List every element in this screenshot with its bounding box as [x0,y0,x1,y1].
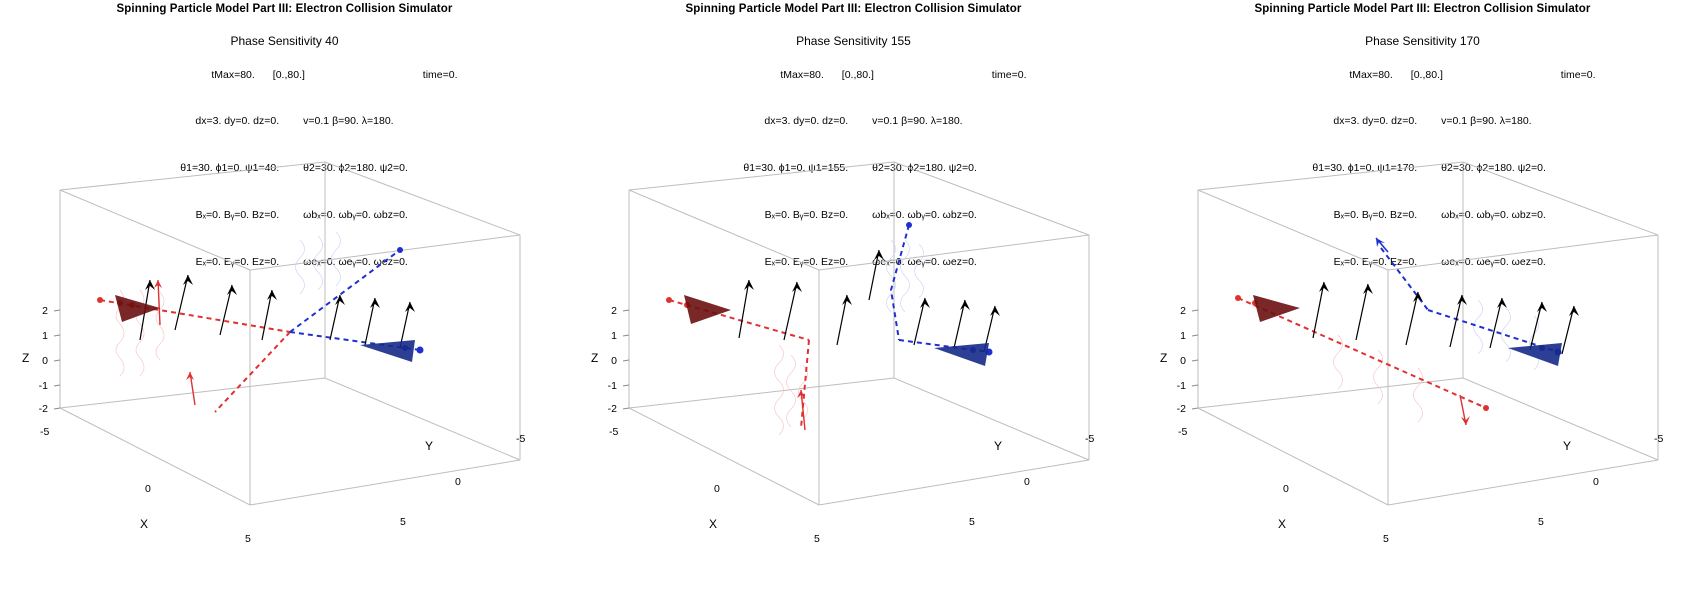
x-axis-label: X [709,517,718,531]
x-axis-label: X [1278,517,1287,531]
x-tick: -5 [609,426,619,438]
param-v: v=0.1 β=90. λ=180. [303,115,394,128]
x-tick: 5 [1383,533,1389,545]
y-axis-label: Y [425,439,434,453]
param-d: dx=3. dy=0. dz=0. [764,115,849,128]
phase-sensitivity-label: Phase Sensitivity 155 [796,34,911,48]
param-tmax: tMax=80. [211,68,255,81]
param-row-displacement [1138,99,1707,146]
z-tick: 2 [1180,305,1186,317]
z-tick: 2 [42,305,48,317]
param-time: time=0. [991,68,1027,81]
param-tmax: tMax=80. [1349,68,1393,81]
param-wb: ωbₓ=0. ωbᵧ=0. ωbᴢ=0. [1441,208,1546,221]
z-tick: -2 [1176,403,1186,415]
param-angles-1: θ1=30. ϕ1=0. ψ1=40. [180,162,280,175]
param-e: Eₓ=0. Eᵧ=0. Eᴢ=0. [195,255,280,268]
page-title: Spinning Particle Model Part III: Electron Collision Simulator [116,3,453,15]
y-tick: 5 [1538,516,1544,528]
z-tick: 1 [1180,330,1186,342]
x-tick: 5 [814,533,820,545]
y-tick: 0 [1024,476,1030,488]
param-we: ωeₓ=0. ωeᵧ=0. ωeᴢ=0. [872,255,977,268]
y-tick: 5 [400,516,406,528]
param-e: Eₓ=0. Eᵧ=0. Eᴢ=0. [764,255,849,268]
param-v: v=0.1 β=90. λ=180. [872,115,963,128]
param-range: [0.,80.] [272,68,305,81]
param-wb: ωbₓ=0. ωbᵧ=0. ωbᴢ=0. [303,208,408,221]
param-v: v=0.1 β=90. λ=180. [1441,115,1532,128]
plot-3d-phase-170 [1138,140,1707,602]
page-title: Spinning Particle Model Part III: Electron Collision Simulator [685,3,1022,15]
param-wb: ωbₓ=0. ωbᵧ=0. ωbᴢ=0. [872,208,977,221]
param-we: ωeₓ=0. ωeᵧ=0. ωeᴢ=0. [1441,255,1546,268]
y-tick: 0 [1593,476,1599,488]
z-axis-label: Z [1160,351,1168,365]
z-tick: -1 [1176,380,1186,392]
param-d: dx=3. dy=0. dz=0. [1333,115,1418,128]
param-angles-2: θ2=30. ϕ2=180. ψ2=0. [1441,162,1546,175]
z-tick: -1 [607,380,617,392]
x-tick: 0 [714,483,720,495]
y-axis-label: Y [994,439,1003,453]
param-b: Bₓ=0. Bᵧ=0. Bᴢ=0. [195,208,280,221]
y-tick: -5 [516,433,526,445]
param-range: [0.,80.] [841,68,874,81]
z-tick: 1 [42,330,48,342]
z-axis-label: Z [22,351,30,365]
param-angles-2: θ2=30. ϕ2=180. ψ2=0. [303,162,408,175]
param-row-displacement [569,99,1138,146]
param-b: Bₓ=0. Bᵧ=0. Bᴢ=0. [764,208,849,221]
x-tick: -5 [40,426,50,438]
z-tick: -2 [607,403,617,415]
y-tick: -5 [1085,433,1095,445]
y-tick: 0 [455,476,461,488]
param-time: time=0. [422,68,458,81]
panel-phase-170 [1138,0,1707,602]
plot-3d-phase-155 [569,140,1138,602]
param-row-displacement [0,99,569,146]
param-row-time [1138,52,1707,99]
phase-sensitivity-label: Phase Sensitivity 170 [1365,34,1480,48]
panel-phase-40 [0,0,569,602]
z-tick: 0 [42,355,48,367]
y-tick: 5 [969,516,975,528]
param-b: Bₓ=0. Bᵧ=0. Bᴢ=0. [1333,208,1418,221]
param-tmax: tMax=80. [780,68,824,81]
param-angles-1: θ1=30. ϕ1=0. ψ1=155. [743,162,849,175]
page-title: Spinning Particle Model Part III: Electron Collision Simulator [1254,3,1591,15]
param-range: [0.,80.] [1410,68,1443,81]
param-row-time [569,52,1138,99]
phase-sensitivity-label: Phase Sensitivity 40 [230,34,339,48]
x-tick: 0 [1283,483,1289,495]
z-axis-label: Z [591,351,599,365]
param-angles-2: θ2=30. ϕ2=180. ψ2=0. [872,162,977,175]
y-axis-label: Y [1563,439,1572,453]
param-angles-1: θ1=30. ϕ1=0. ψ1=170. [1312,162,1418,175]
x-axis-label: X [140,517,149,531]
x-tick: -5 [1178,426,1188,438]
x-tick: 0 [145,483,151,495]
z-tick: 0 [611,355,617,367]
param-row-time [0,52,569,99]
plot-3d-phase-40 [0,140,569,602]
param-we: ωeₓ=0. ωeᵧ=0. ωeᴢ=0. [303,255,408,268]
z-tick: -2 [38,403,48,415]
param-time: time=0. [1560,68,1596,81]
param-d: dx=3. dy=0. dz=0. [195,115,280,128]
x-tick: 5 [245,533,251,545]
z-tick: 0 [1180,355,1186,367]
y-tick: -5 [1654,433,1664,445]
z-tick: 1 [611,330,617,342]
z-tick: 2 [611,305,617,317]
z-tick: -1 [38,380,48,392]
panel-phase-155 [569,0,1138,602]
param-e: Eₓ=0. Eᵧ=0. Eᴢ=0. [1333,255,1418,268]
